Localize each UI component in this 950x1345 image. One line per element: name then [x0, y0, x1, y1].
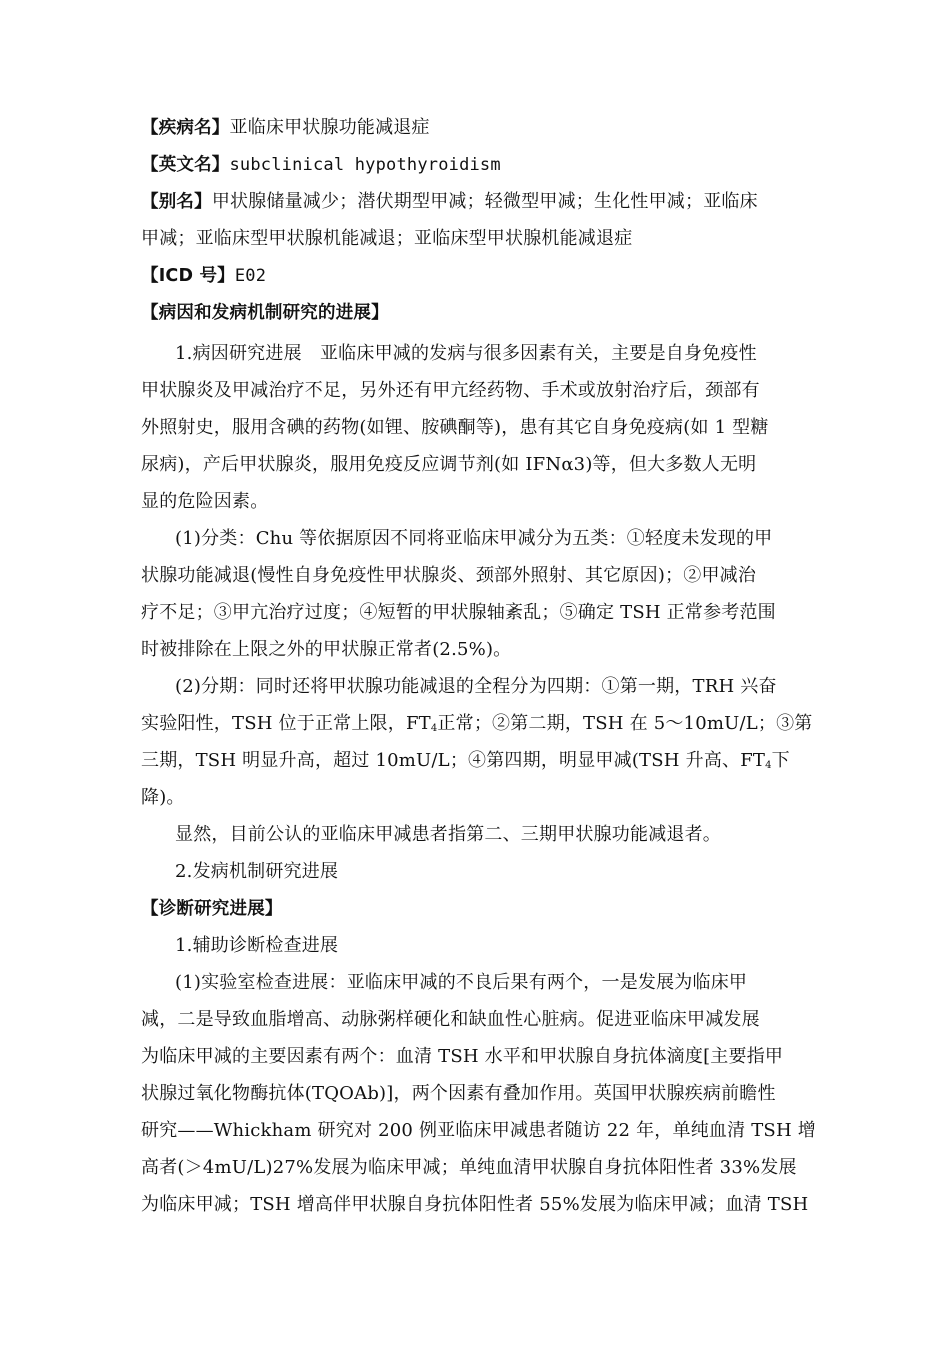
- subscript: 4: [765, 760, 772, 771]
- etiology-p1-line: 尿病)，产后甲状腺炎，服用免疫反应调节剂(如 IFNα3)等，但大多数人无明: [141, 454, 757, 475]
- lab-exam-line: (1)实验室检查进展：亚临床甲减的不良后果有两个，一是发展为临床甲: [175, 972, 748, 993]
- classification-line: (1)分类：Chu 等依据原因不同将亚临床甲减分为五类：①轻度未发现的甲: [175, 528, 773, 549]
- classification-line: 状腺功能减退(慢性自身免疫性甲状腺炎、颈部外照射、其它原因)；②甲减治: [141, 565, 757, 586]
- alias-line-2: 甲减；亚临床型甲状腺机能减退；亚临床型甲状腺机能减退症: [141, 228, 633, 249]
- etiology-p1-line: 显的危险因素。: [141, 491, 269, 512]
- staging-text: 三期，TSH 明显升高，超过 10mU/L；④第四期，明显甲减(TSH 升高、FT: [141, 750, 766, 771]
- lab-exam-line: 减，二是导致血脂增高、动脉粥样硬化和缺血性心脏病。促进亚临床甲减发展: [141, 1009, 760, 1030]
- etiology-p1-line: 外照射史，服用含碘的药物(如锂、胺碘酮等)，患有其它自身免疫病(如 1 型糖: [141, 417, 769, 438]
- etiology-heading: 【病因和发病机制研究的进展】: [141, 303, 389, 323]
- staging-line: 降)。: [141, 787, 185, 808]
- lab-exam-line: 为临床甲减的主要因素有两个：血清 TSH 水平和甲状腺自身抗体滴度[主要指甲: [141, 1046, 784, 1067]
- alias-line-1: [141, 186, 821, 218]
- lab-exam-line: 状腺过氧化物酶抗体(TQOAb)]，两个因素有叠加作用。英国甲状腺疾病前瞻性: [141, 1083, 776, 1104]
- alias-text-1: 甲状腺储量减少；潜伏期型甲减；轻微型甲减；生化性甲减；亚临床: [211, 191, 758, 212]
- icd-value: E02: [234, 266, 267, 286]
- diagnosis-heading: 【诊断研究进展】: [141, 899, 283, 919]
- staging-text: 实验阳性，TSH 位于正常上限，FT: [141, 713, 431, 734]
- staging-text: 正常；②第二期，TSH 在 5～10mU/L；③第: [437, 713, 813, 734]
- staging-line: [141, 708, 821, 740]
- alias-label: 【别名】: [141, 192, 212, 212]
- etiology-p1-line: 甲状腺炎及甲减治疗不足，另外还有甲亢经药物、手术或放射治疗后，颈部有: [141, 380, 760, 401]
- etiology-p1-line: 1.病因研究进展 亚临床甲减的发病与很多因素有关，主要是自身免疫性: [175, 343, 757, 364]
- subscript: 4: [430, 723, 438, 734]
- english-name-line: [141, 149, 821, 181]
- staging-text: 下: [771, 750, 790, 771]
- staging-line: [141, 745, 821, 777]
- english-name-value: subclinical hypothyroidism: [229, 155, 501, 175]
- classification-line: 疗不足；③甲亢治疗过度；④短暂的甲状腺轴紊乱；⑤确定 TSH 正常参考范围: [141, 602, 776, 623]
- disease-name-value: 亚临床甲状腺功能减退症: [229, 117, 430, 138]
- disease-name-label: 【疾病名】: [141, 118, 230, 138]
- staging-line: (2)分期：同时还将甲状腺功能减退的全程分为四期：①第一期，TRH 兴奋: [175, 676, 777, 697]
- icd-label: 【ICD 号】: [141, 266, 235, 286]
- classification-line: 时被排除在上限之外的甲状腺正常者(2.5%)。: [141, 639, 512, 660]
- lab-exam-line: 高者(＞4mU/L)27%发展为临床甲减；单纯血清甲状腺自身抗体阳性者 33%发展: [141, 1157, 797, 1178]
- diagnosis-subheading: 1.辅助诊断检查进展: [175, 935, 339, 956]
- lab-exam-line: 研究——Whickham 研究对 200 例亚临床甲减患者随访 22 年，单纯血清 TSH 增: [141, 1120, 816, 1141]
- english-name-label: 【英文名】: [141, 155, 230, 175]
- disease-name-line: [141, 112, 821, 144]
- mechanism-subheading: 2.发病机制研究进展: [175, 861, 339, 882]
- conclusion-line: 显然，目前公认的亚临床甲减患者指第二、三期甲状腺功能减退者。: [175, 824, 721, 845]
- icd-line: [141, 260, 821, 292]
- lab-exam-line: 为临床甲减；TSH 增高伴甲状腺自身抗体阳性者 55%发展为临床甲减；血清 TSH: [141, 1194, 809, 1215]
